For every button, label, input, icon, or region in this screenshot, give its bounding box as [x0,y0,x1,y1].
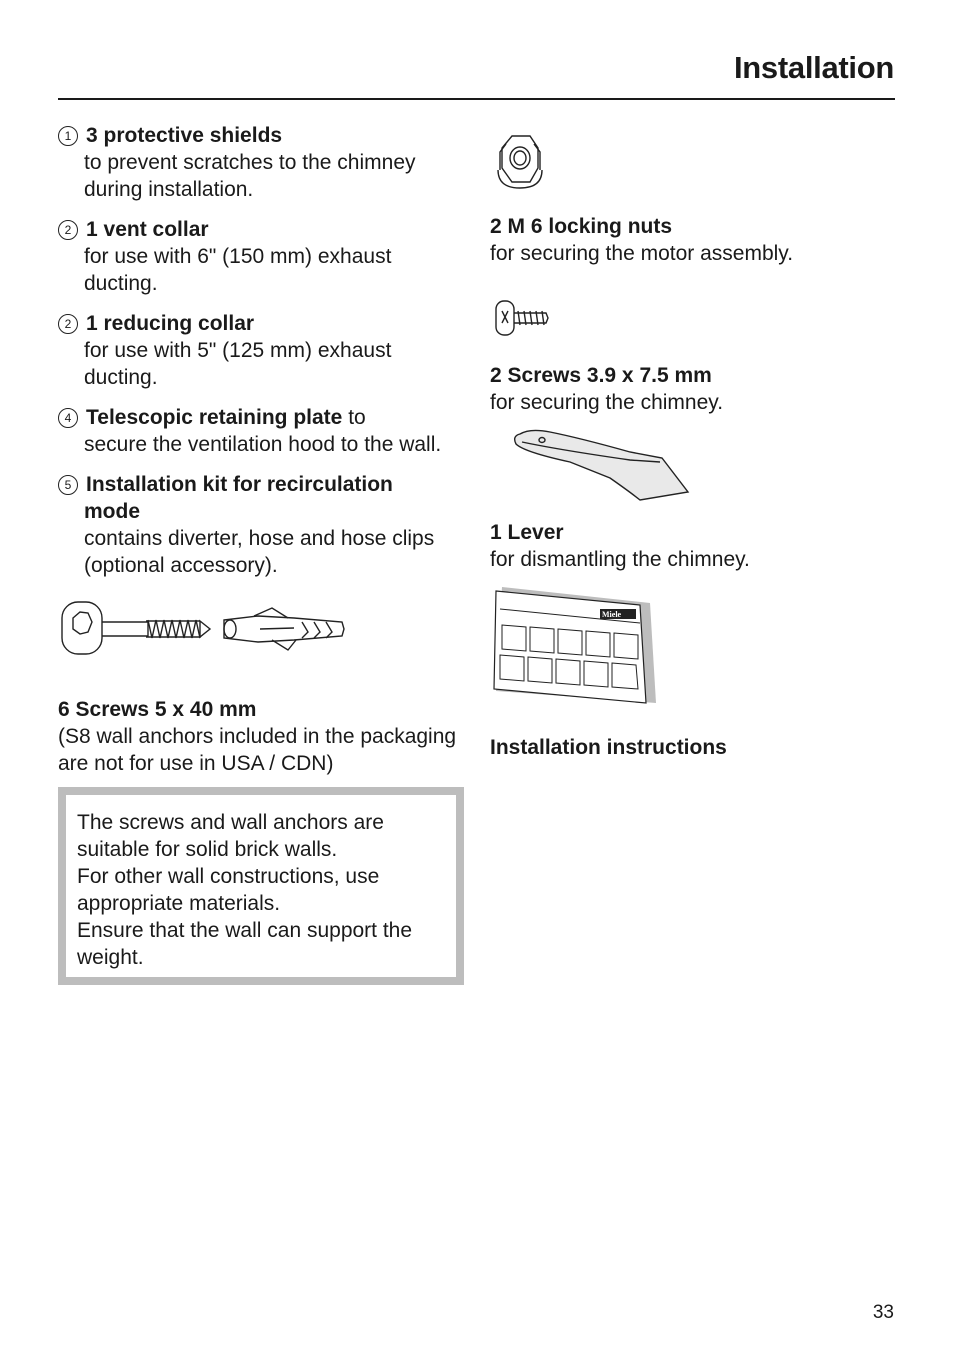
screws-description: (S8 wall anchors included in the packaging are not for use in USA / CDN) [58,725,457,775]
list-item-protective-shields [58,122,468,203]
item-number: 2 [58,314,78,334]
right-column [490,130,910,761]
note-box [58,787,464,985]
instructions-title: Installation instructions [490,736,727,759]
lever-icon [490,422,700,512]
list-item-vent-collar [58,216,468,297]
item-title: 1 vent collar [86,218,209,241]
item-number: 4 [58,408,78,428]
chimney-screws-title: 2 Screws 3.9 x 7.5 mm [490,364,712,387]
locking-nut-icon [490,130,550,192]
item-description: contains diverter, hose and hose clips (optional accessory). [84,527,435,577]
item-title-continued: mode [84,500,141,523]
list-item-reducing-collar [58,310,468,391]
item-number: 1 [58,126,78,146]
nuts-description: for securing the motor assembly. [490,242,794,265]
list-item-recirculation-kit [58,471,468,579]
page-title: Installation [733,50,894,85]
item-number: 5 [58,475,78,495]
note-line: The screws and wall anchors are suitable for solid brick walls. [77,811,384,861]
nuts-title: 2 M 6 locking nuts [490,215,673,238]
note-line: For other wall constructions, use appropriate materials. [77,865,380,915]
item-title: 1 reducing collar [86,312,255,335]
item-description: to prevent scratches to the chimney during installation. [84,151,416,201]
screws-title: 6 Screws 5 x 40 mm [58,698,257,721]
item-description: for use with 6" (150 mm) exhaust ducting. [84,245,392,295]
lever-description: for dismantling the chimney. [490,548,750,571]
chimney-screw-icon [490,293,560,343]
item-title: 3 protective shields [86,124,283,147]
item-title-suffix: to [342,406,366,429]
item-description: secure the ventilation hood to the wall. [84,433,442,456]
screw-and-anchor-illustration [58,592,468,672]
lever-title: 1 Lever [490,521,564,544]
item-number: 2 [58,220,78,240]
item-description: for use with 5" (125 mm) exhaust ducting. [84,339,392,389]
booklet-brand-text: Miele [602,610,622,619]
screw-anchor-icon [58,592,358,662]
title-rule [58,98,895,100]
left-column [58,122,468,985]
list-item-retaining-plate [58,404,468,458]
note-line: Ensure that the wall can support the weight. [77,919,413,969]
item-title: Installation kit for recirculation [86,473,393,496]
page-number: 33 [872,1302,894,1323]
chimney-screws-description: for securing the chimney. [490,391,724,414]
item-title: Telescopic retaining plate [86,406,343,429]
instruction-booklet-icon [490,581,670,711]
